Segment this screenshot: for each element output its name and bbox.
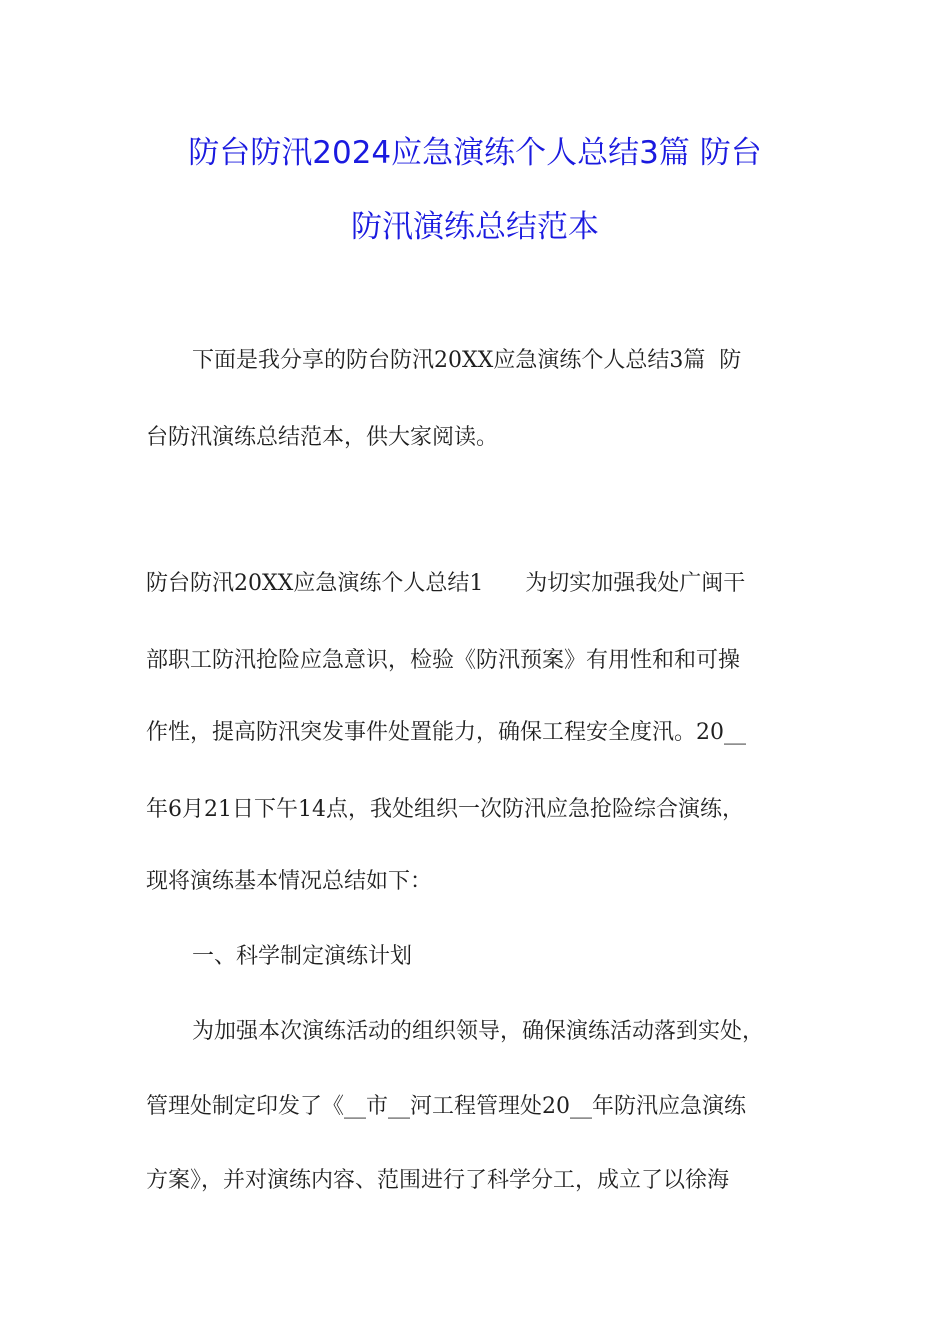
- para2-line-2: 管理处制定印发了《__市__河工程管理处20__年防汛应急演练: [146, 1094, 746, 1119]
- intro-line-2: 台防汛演练总结范本，供大家阅读。: [146, 425, 499, 450]
- document-title-line-1: 防台防汛2024应急演练个人总结3篇 防台: [188, 135, 762, 171]
- intro-line-1: 下面是我分享的防台防汛20XX应急演练个人总结3篇 防: [192, 348, 742, 373]
- section-heading-1: 一、科学制定演练计划: [192, 944, 413, 969]
- section1-line-3: 作性，提高防汛突发事件处置能力，确保工程安全度汛。20__: [146, 720, 746, 745]
- para2-line-3: 方案》，并对演练内容、范围进行了科学分工，成立了以徐海: [146, 1168, 730, 1193]
- section1-line-1: 防台防汛20XX应急演练个人总结1 为切实加强我处广闽干: [146, 571, 746, 596]
- section1-line-2: 部职工防汛抢险应急意识，检验《防汛预案》有用性和和可操: [146, 648, 741, 673]
- section1-line-5: 现将演练基本情况总结如下：: [146, 869, 433, 894]
- document-title-line-2: 防汛演练总结范本: [351, 209, 599, 245]
- para2-line-1: 为加强本次演练活动的组织领导，确保演练活动落到实处，: [192, 1019, 765, 1044]
- section1-line-4: 年6月21日下午14点，我处组织一次防汛应急抢险综合演练，: [146, 797, 744, 822]
